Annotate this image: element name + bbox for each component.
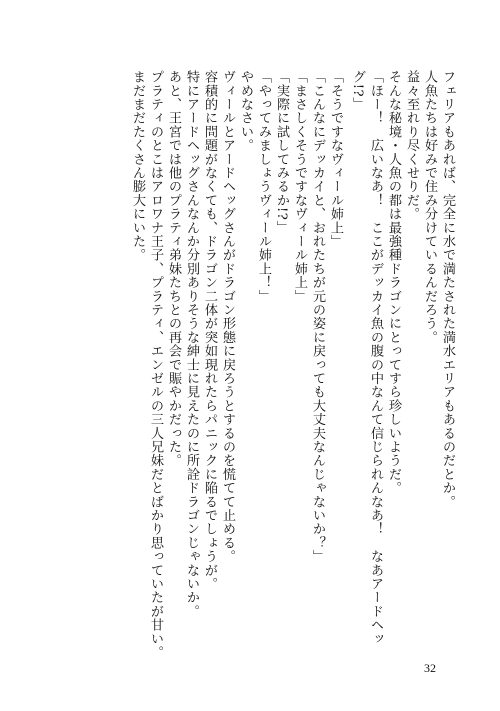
text-line: 容積的に問題がなくても、ドラゴン二体が突如現れたらパニックに陥るでしょうが。	[202, 70, 217, 591]
text-line: やめなさい。	[238, 70, 253, 153]
text-line: あと、王宮では他のプラティ弟妹たちとの再会で賑やかだった。	[166, 70, 181, 468]
text-line: 「やってみましょうヴィール姉上！」	[256, 70, 271, 303]
text-line: 「ほー！ 広いなあ！ ここがデッカイ魚の腹の中なんて信じられんなあ！ なあアードヘッ	[368, 70, 383, 646]
text-line: 益々至れり尽くせりだ。	[404, 70, 419, 221]
text-line: まだまだたくさん膨大にいた。	[130, 70, 145, 262]
text-line: グ!?」	[350, 70, 365, 111]
text-line: 特にアードヘッグさんなんか分別ありそうな紳士に見えたのに所詮ドラゴンじゃないか。	[184, 70, 199, 618]
text-line: 「こんなにデッカイと、おれたちが元の姿に戻っても大丈夫なんじゃないか？」	[310, 70, 325, 564]
text-line: ヴィールとアードヘッグさんがドラゴン形態に戻ろうとするのを慌てて止める。	[220, 70, 235, 564]
text-line: 「まさしくそうですなヴィール姉上」	[292, 70, 307, 303]
text-line: プラティのとこはアロワナ王子、プラティ、エンゼルの三人兄妹だとばかり思っていたが甘い。	[148, 70, 163, 660]
page-number: 32	[424, 661, 436, 675]
text-line: 人魚たちは好みで住み分けているんだろう。	[422, 70, 437, 344]
text-line: フェリアもあれば、完全に水で満たされた満水エリアもあるのだとか。	[440, 70, 455, 509]
text-line: そんな秘境・人魚の都は最強種ドラゴンにとってすら珍しいようだ。	[386, 70, 401, 495]
text-line: 「実際に試してみるか!?」	[274, 70, 289, 235]
text-line: 「そうですなヴィール姉上」	[328, 70, 343, 249]
